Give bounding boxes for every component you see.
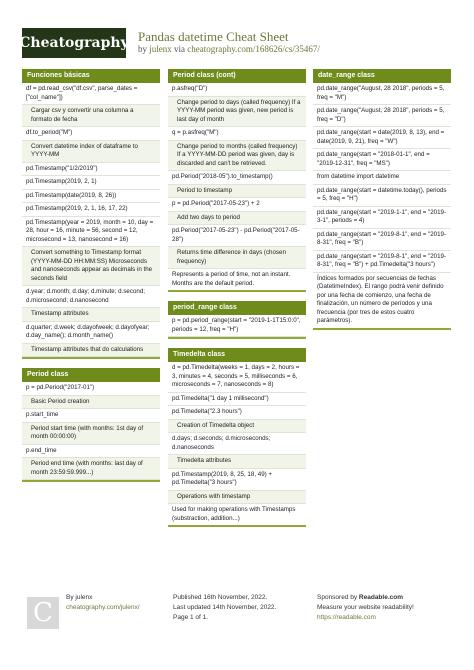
cheatography-footer-logo: C bbox=[27, 597, 59, 629]
row-code: p = pd.period_range(start = "2019-1-1T15:0:0", periods = 12, freq = "H") bbox=[168, 315, 306, 337]
row-code: pd.Timedelta("1 day 1 millisecond") bbox=[168, 393, 306, 407]
row-description: Convert datetime index of dataframe to YYYY-MM bbox=[22, 141, 160, 163]
column-3 bbox=[313, 69, 451, 339]
sponsor-tagline: Measure your website readability! bbox=[317, 604, 414, 611]
row-code: pd.Timestamp(year = 2019, month = 10, day = 28, hour = 16, minute = 56, second = 12, microsecond = 13, nanosecond = 16) bbox=[22, 217, 160, 248]
footer-author-link[interactable]: cheatography.com/julenx/ bbox=[66, 604, 140, 611]
row-code: q = p.asfreq("M") bbox=[168, 127, 306, 141]
row-code: pd.date_range(start = "2018-01-1", end = "2019-12-31", freq = "MS") bbox=[313, 149, 451, 171]
row-code: pd.Timestamp("1/2/2019") bbox=[22, 163, 160, 177]
sponsor-name[interactable]: Readable.com bbox=[358, 594, 403, 601]
section-heading: Timedelta class bbox=[168, 348, 306, 362]
section-timedelta-class bbox=[168, 348, 306, 527]
by-prefix: by bbox=[138, 44, 150, 54]
row-code: pd.date_range(start = "2019-1-1", end = "2019-3-1", periods = 4) bbox=[313, 207, 451, 229]
sponsor-url-link[interactable]: https://readable.com bbox=[317, 614, 376, 621]
row-code: pd.Timestamp(2019, 2, 1) bbox=[22, 176, 160, 190]
section-heading: Period class (cont) bbox=[168, 69, 306, 83]
section-period-range-class bbox=[168, 301, 306, 339]
row-description: Add two days to period bbox=[168, 212, 306, 226]
row-description: Timedelta attributes bbox=[168, 455, 306, 469]
row-code: pd.date_range(start = date(2019, 8, 13), end = date(2019, 9, 21), freq = "W") bbox=[313, 127, 451, 149]
row-code: p.end_time bbox=[22, 445, 160, 459]
row-description: Operations with timestamp bbox=[168, 491, 306, 505]
section-note: Used for making operations with Timestamps (substraction, addition...) bbox=[172, 506, 296, 522]
footer-author bbox=[66, 593, 140, 613]
row-description: Cargar csv y convertir una columna a formato de fecha bbox=[22, 105, 160, 127]
row-description: Convert something to Timestamp format (YYYY-MM-DD HH:MM:SS) Microseconds and nanoseconds appear as decimals in the seconds field bbox=[22, 247, 160, 286]
row-code: from datetime import datetime bbox=[313, 171, 451, 185]
via-text: via bbox=[171, 44, 188, 54]
row-code: pd.date_range(start = "2019-8-1", end = "2019-8-31", freq = "B") + pd.Timedelta("3 hours") bbox=[313, 251, 451, 273]
row-code: d = pd.Timedelta(weeks = 1, days = 2, hours = 3, minutes = 4, seconds = 5, milliseconds = 6, microseconds = 7, nanoseconds = 8) bbox=[168, 362, 306, 393]
sponsor-prefix: Sponsored by bbox=[317, 594, 359, 601]
section-funciones-b-sicas bbox=[22, 69, 160, 359]
page-title: Pandas datetime Cheat Sheet bbox=[138, 29, 289, 44]
row-code: p = pd.Period("2017-05-23") + 2 bbox=[168, 198, 306, 212]
footer-sponsor bbox=[317, 593, 414, 623]
row-code: p.asfreq("D") bbox=[168, 83, 306, 97]
row-code: pd.Period("2018-05").to_timestamp() bbox=[168, 171, 306, 185]
row-code: pd.date_range(start = "2019-8-1", end = "2019-8-31", freq = "B") bbox=[313, 229, 451, 251]
footer-dates bbox=[173, 593, 276, 623]
section-heading: period_range class bbox=[168, 301, 306, 315]
row-code: pd.Timestamp(date(2019, 8, 26)) bbox=[22, 190, 160, 204]
row-description: Change period to days (called frequency) If a YYYY-MM period was given, new period is last day of month bbox=[168, 97, 306, 128]
header-byline bbox=[138, 44, 320, 54]
footer-page: Page 1 of 1. bbox=[173, 614, 209, 621]
row-code: d.year; d.month; d.day; d.minute; d.second; d.microsecond; d.nanosecond bbox=[22, 286, 160, 308]
section-period-class-cont bbox=[168, 69, 306, 292]
row-description: Basic Period creation bbox=[22, 396, 160, 410]
row-code: d.days; d.seconds; d.microseconds; d.nanoseconds bbox=[168, 433, 306, 455]
cheatography-logo[interactable]: Cheatography bbox=[22, 28, 126, 58]
row-description: Timestamp attributes bbox=[22, 308, 160, 322]
row-code: d.quarter; d.week; d.dayofweek; d.dayofyear; d.day_name(); d.month_name() bbox=[22, 322, 160, 344]
row-description: Change period to months (called frequency) If a YYYY-MM-DD period was given, day is discarded and can't be retrieved. bbox=[168, 141, 306, 172]
row-description: Period start time (with months: 1st day of month 00:00:00) bbox=[22, 423, 160, 445]
column-1 bbox=[22, 69, 160, 491]
section-date-range-class bbox=[313, 69, 451, 330]
row-description: Period end time (with months: last day of month 23:59:59.999...) bbox=[22, 458, 160, 480]
section-note: Represents a period of time, not an instant. Months are the default period. bbox=[172, 271, 291, 287]
row-code: pd.Timedelta("2.3 hours") bbox=[168, 406, 306, 420]
row-description: Timestamp attributes that do calculations bbox=[22, 344, 160, 358]
row-description: Period to timestamp bbox=[168, 185, 306, 199]
row-code: pd.date_range(start = datetime.today(), periods = 5, freq = "H") bbox=[313, 185, 451, 207]
row-code: p.start_time bbox=[22, 409, 160, 423]
row-description: Returns time difference in days (chosen frequency) bbox=[168, 247, 306, 269]
row-description: Creation of Timedelta object bbox=[168, 420, 306, 434]
section-heading: Funciones básicas bbox=[22, 69, 160, 83]
footer-by-label: By julenx bbox=[66, 594, 93, 601]
section-note: Índices formados por secuencias de fechas (DatetimeIndex). El rango podrá venir definido por una fecha de comienzo, una fecha de finalización, un número de períodos y una frecuencia (por tres de estos cuatro parámetros). bbox=[317, 274, 444, 324]
row-code: pd.Timestamp(2019, 2, 1, 16, 17, 22) bbox=[22, 203, 160, 217]
column-2 bbox=[168, 69, 306, 536]
section-heading: Period class bbox=[22, 368, 160, 382]
footer-updated: Last updated 14th November, 2022. bbox=[173, 604, 277, 611]
row-code: pd.date_range("August, 28 2018", periods = 5, freq = "M") bbox=[313, 83, 451, 105]
row-code: pd.date_range("August, 28 2018", periods = 5, freq = "D") bbox=[313, 105, 451, 127]
row-code: df = pd.read_csv("df.csv", parse_dates = ["col_name"]) bbox=[22, 83, 160, 105]
row-code: df.to_period("M") bbox=[22, 127, 160, 141]
row-code: pd.Period("2017-05-23") - pd.Period("2017-05-28") bbox=[168, 225, 306, 247]
section-heading: date_range class bbox=[313, 69, 451, 83]
author-link[interactable]: julenx bbox=[149, 44, 172, 54]
row-code: p = pd.Period("2017-01") bbox=[22, 382, 160, 396]
footer bbox=[0, 591, 474, 670]
sheet-url-link[interactable]: cheatography.com/168626/cs/35467/ bbox=[187, 44, 320, 54]
section-period-class bbox=[22, 368, 160, 482]
row-code: pd.Timestamp(2019, 8, 25, 18, 49) + pd.Timedelta("3 hours") bbox=[168, 469, 306, 491]
footer-published: Published 16th November, 2022. bbox=[173, 594, 268, 601]
